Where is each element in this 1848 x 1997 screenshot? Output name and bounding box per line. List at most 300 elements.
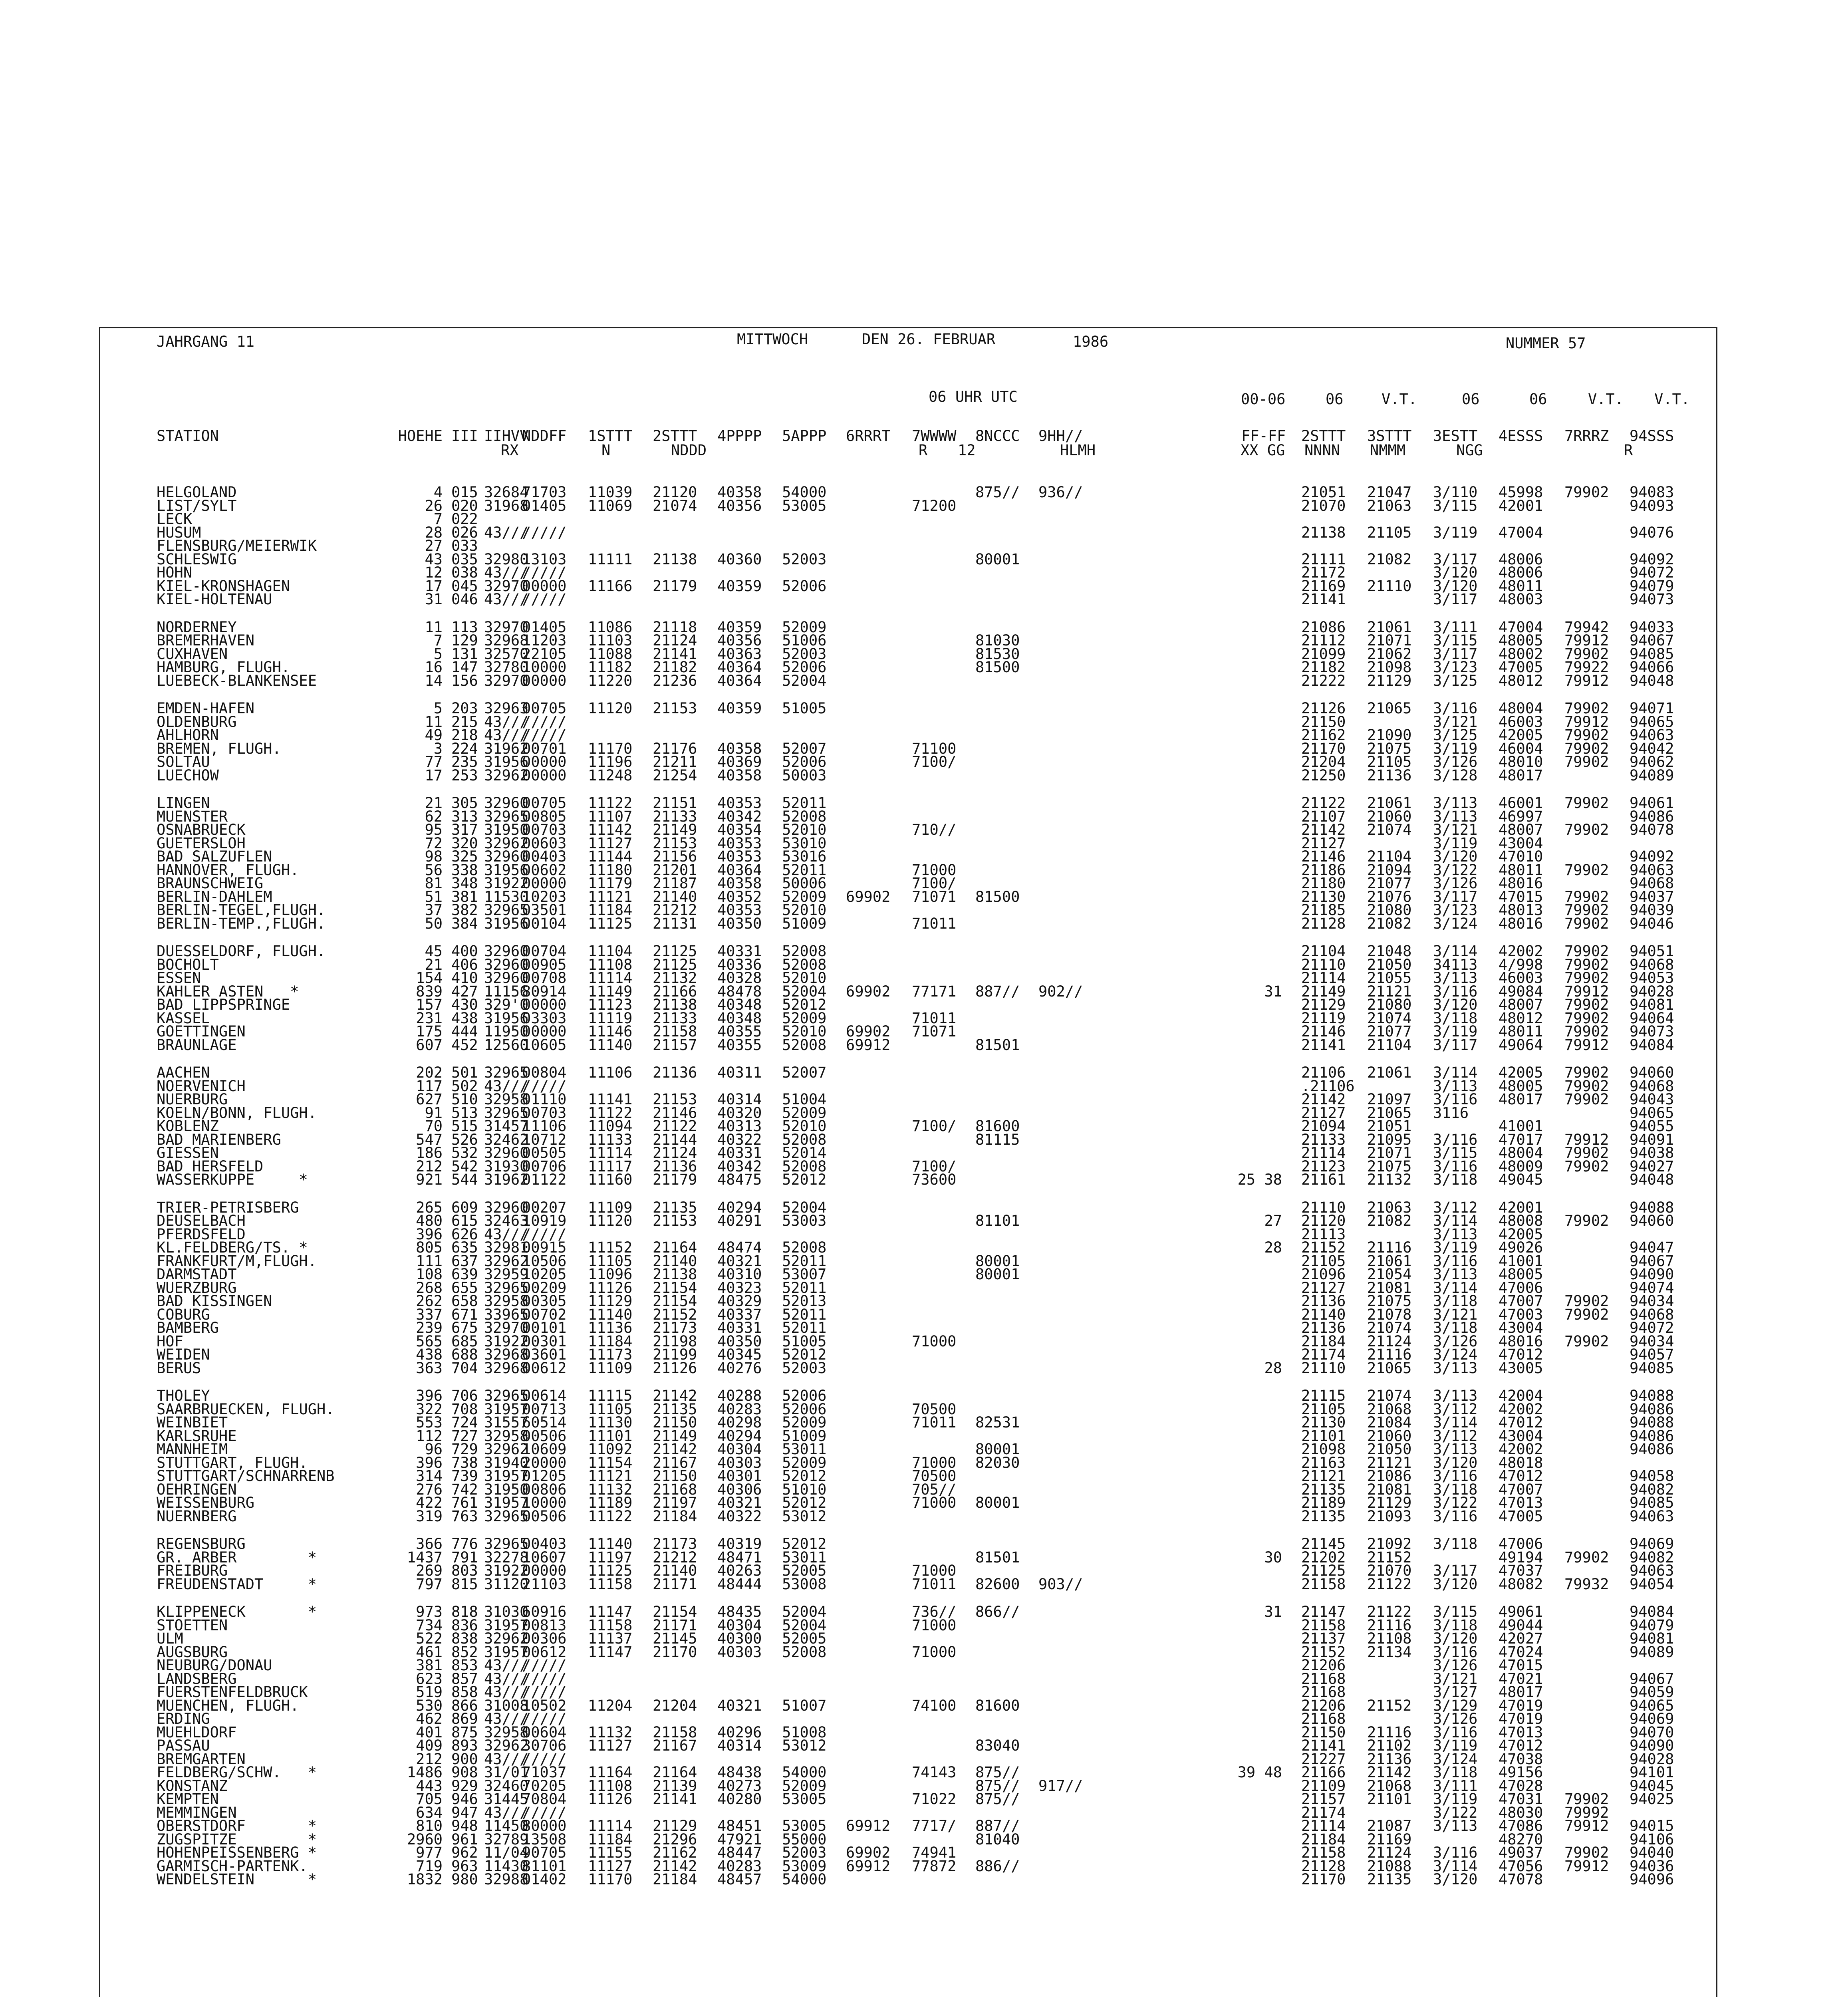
cell-3estt: 34113 — [1433, 956, 1478, 973]
cell-4pppp: 40283 — [717, 1858, 762, 1875]
cell-3sttt: 21088 — [1367, 1858, 1412, 1875]
cell-3sttt: 21084 — [1367, 1414, 1412, 1431]
cell-5appp: 52008 — [782, 943, 827, 960]
cell-94sss: 94091 — [1630, 1131, 1674, 1148]
cell-1sttt: 11120 — [588, 1212, 633, 1229]
cell-4esss: 42002 — [1499, 1441, 1543, 1458]
station-name: BRAUNSCHWEIG — [157, 875, 264, 892]
table-row — [0, 1172, 1848, 1188]
cell-3sttt: 21102 — [1367, 1737, 1412, 1754]
cell-94sss: 94027 — [1630, 1158, 1674, 1175]
cell-94sss: 94068 — [1630, 1306, 1674, 1323]
cell-iii: 131 — [451, 645, 478, 663]
cell-4esss: 42004 — [1499, 1387, 1543, 1404]
cell-nddff: 10000 — [522, 1494, 567, 1511]
cell-iihvv: 11156 — [484, 983, 529, 1000]
cell-iihvv: 32958 — [484, 1427, 529, 1445]
cell-94sss: 94096 — [1630, 1871, 1674, 1888]
cell-2sttt-b: 21110 — [1301, 1360, 1346, 1377]
cell-94sss: 94090 — [1630, 1266, 1674, 1283]
cell-4esss: 48270 — [1499, 1831, 1543, 1848]
station-name: OBERSTDORF * — [157, 1817, 317, 1834]
cell-2sttt: 21236 — [653, 672, 697, 689]
cell-1sttt: 11189 — [588, 1494, 633, 1511]
cell-4pppp: 40331 — [717, 943, 762, 960]
cell-2sttt: 21125 — [653, 956, 697, 973]
cell-5appp: 52012 — [782, 1467, 827, 1485]
cell-3sttt: 21060 — [1367, 808, 1412, 825]
cell-7wwww: 70500 — [912, 1401, 957, 1418]
cell-3estt: 3/116 — [1433, 1467, 1478, 1485]
cell-3sttt: 21134 — [1367, 1644, 1412, 1661]
cell-3sttt: 21082 — [1367, 1212, 1412, 1229]
cell-3sttt: 21061 — [1367, 794, 1412, 812]
cell-3sttt: 21048 — [1367, 943, 1412, 960]
cell-2sttt: 21118 — [653, 619, 697, 636]
cell-hoehe: 17 — [425, 578, 443, 595]
table-row — [0, 592, 1848, 607]
cell-8nccc: 80001 — [975, 1441, 1020, 1458]
cell-hoehe: 607 — [416, 1036, 443, 1054]
cell-94sss: 94073 — [1630, 1023, 1674, 1040]
cell-2sttt-b: 21170 — [1301, 740, 1346, 757]
station-name: AACHEN — [157, 1064, 210, 1081]
cell-2sttt: 21132 — [653, 969, 697, 987]
cell-94sss: 94072 — [1630, 564, 1674, 581]
cell-8nccc: 80001 — [975, 1494, 1020, 1511]
cell-3estt: 3/123 — [1433, 659, 1478, 676]
cell-iii: 948 — [451, 1817, 478, 1834]
cell-4pppp: 40337 — [717, 1306, 762, 1323]
cell-3estt: 3/122 — [1433, 1804, 1478, 1821]
cell-7rrrz: 79912 — [1564, 632, 1609, 649]
cell-4pppp: 40298 — [717, 1414, 762, 1431]
column-subheader: NMMM — [1370, 442, 1406, 459]
cell-3sttt: 21136 — [1367, 767, 1412, 784]
station-name: BRAUNLAGE — [157, 1036, 237, 1054]
cell-hoehe: 623 — [416, 1670, 443, 1687]
cell-iihvv: 31/01 — [484, 1764, 529, 1781]
station-name: ERDING — [157, 1710, 210, 1727]
cell-7rrrz: 79902 — [1564, 727, 1609, 744]
cell-iii: 963 — [451, 1858, 478, 1875]
cell-4pppp: 40342 — [717, 1158, 762, 1175]
cell-nddff: 00000 — [522, 1562, 567, 1579]
cell-7rrrz: 79912 — [1564, 1036, 1609, 1054]
cell-iii: 635 — [451, 1239, 478, 1256]
cell-1sttt: 11144 — [588, 848, 633, 865]
cell-2sttt: 21164 — [653, 1764, 697, 1781]
station-name: KOELN/BONN, FLUGH. — [157, 1104, 317, 1122]
cell-94sss: 94086 — [1630, 1441, 1674, 1458]
cell-1sttt: 11125 — [588, 915, 633, 932]
cell-4esss: 47028 — [1499, 1777, 1543, 1795]
cell-2sttt: 21140 — [653, 1253, 697, 1270]
cell-hoehe: 21 — [425, 956, 443, 973]
cell-2sttt-b: 21184 — [1301, 1333, 1346, 1350]
cell-3estt: 3/119 — [1433, 835, 1478, 852]
cell-3sttt: 21121 — [1367, 1454, 1412, 1471]
cell-7wwww: 705// — [912, 1481, 957, 1498]
cell-2sttt: 21074 — [653, 497, 697, 514]
cell-3estt: 3/115 — [1433, 1603, 1478, 1620]
station-name: GARMISCH-PARTENK. — [157, 1858, 308, 1875]
cell-iihvv: 43/// — [484, 1078, 529, 1095]
cell-3estt: 3/118 — [1433, 1764, 1478, 1781]
cell-3estt: 3/126 — [1433, 875, 1478, 892]
cell-hoehe: 1832 — [407, 1871, 443, 1888]
station-name: STUTTGART/SCHNARRENB — [157, 1467, 335, 1485]
column-header-7wwww: 7WWWW — [912, 427, 957, 445]
cell-8nccc: 81600 — [975, 1697, 1020, 1714]
cell-7rrrz: 79902 — [1564, 1549, 1609, 1566]
cell-5appp: 52012 — [782, 1535, 827, 1552]
cell-3sttt: 21116 — [1367, 1724, 1412, 1741]
cell-2sttt: 21154 — [653, 1292, 697, 1310]
column-header-iii: III — [451, 427, 478, 445]
cell-3estt: 3/118 — [1433, 1319, 1478, 1336]
cell-94sss: 94033 — [1630, 619, 1674, 636]
cell-3estt: 3/112 — [1433, 1427, 1478, 1445]
cell-1sttt: 11114 — [588, 1144, 633, 1161]
cell-nddff: 00612 — [522, 1360, 567, 1377]
cell-5appp: 52009 — [782, 888, 827, 905]
cell-94sss: 94057 — [1630, 1346, 1674, 1363]
cell-7rrrz: 79902 — [1564, 1010, 1609, 1027]
cell-nddff: ///// — [522, 591, 567, 608]
cell-7rrrz: 79902 — [1564, 996, 1609, 1013]
cell-iihvv: 43/// — [484, 713, 529, 731]
cell-2sttt-b: 21130 — [1301, 888, 1346, 905]
cell-1sttt: 11166 — [588, 578, 633, 595]
cell-5appp: 53008 — [782, 1576, 827, 1593]
cell-2sttt-b: 21114 — [1301, 1144, 1346, 1161]
cell-nddff: 01110 — [522, 1091, 567, 1108]
cell-94sss: 94084 — [1630, 1036, 1674, 1054]
cell-5appp: 53012 — [782, 1508, 827, 1525]
cell-hoehe: 461 — [416, 1644, 443, 1661]
station-name: LINGEN — [157, 794, 210, 812]
cell-3estt: 3/111 — [1433, 1777, 1478, 1795]
cell-1sttt: 11152 — [588, 1239, 633, 1256]
cell-7wwww: 70500 — [912, 1467, 957, 1485]
column-header-iihvv: IIHVV — [484, 427, 529, 445]
cell-2sttt-b: 21149 — [1301, 983, 1346, 1000]
cell-hoehe: 154 — [416, 969, 443, 987]
station-name: KAHLER ASTEN * — [157, 983, 299, 1000]
cell-2sttt-b: 21130 — [1301, 1414, 1346, 1431]
cell-1sttt: 11117 — [588, 1158, 633, 1175]
cell-iii: 253 — [451, 767, 478, 784]
cell-7rrrz: 79902 — [1564, 1333, 1609, 1350]
cell-iii: 452 — [451, 1036, 478, 1054]
cell-7rrrz: 79912 — [1564, 713, 1609, 731]
cell-4pppp: 40358 — [717, 767, 762, 784]
cell-4esss: 48017 — [1499, 1683, 1543, 1701]
cell-4pppp: 40321 — [717, 1253, 762, 1270]
cell-7wwww: 77872 — [912, 1858, 957, 1875]
cell-1sttt: 11140 — [588, 1535, 633, 1552]
table-row — [0, 1037, 1848, 1053]
cell-3estt: 3/124 — [1433, 915, 1478, 932]
column-subheader: RX — [501, 442, 519, 459]
cell-1sttt: 11125 — [588, 1562, 633, 1579]
cell-2sttt-b: 21105 — [1301, 1253, 1346, 1270]
cell-4pppp: 40331 — [717, 1144, 762, 1161]
cell-iii: 045 — [451, 578, 478, 595]
cell-2sttt-b: 21135 — [1301, 1508, 1346, 1525]
cell-94sss: 94060 — [1630, 1212, 1674, 1229]
cell-4pppp: 40300 — [717, 1630, 762, 1647]
cell-3sttt: 21122 — [1367, 1576, 1412, 1593]
cell-nddff: 00905 — [522, 956, 567, 973]
cell-iii: 739 — [451, 1467, 478, 1485]
cell-2sttt: 21135 — [653, 1199, 697, 1216]
cell-7wwww: 71000 — [912, 1562, 957, 1579]
cell-8nccc: 80001 — [975, 1253, 1020, 1270]
cell-hoehe: 265 — [416, 1199, 443, 1216]
cell-2sttt: 21141 — [653, 645, 697, 663]
cell-3estt: 3/128 — [1433, 767, 1478, 784]
cell-1sttt: 11160 — [588, 1171, 633, 1188]
cell-iihvv: 31962 — [484, 1171, 529, 1188]
cell-3estt: 3/113 — [1433, 1387, 1478, 1404]
cell-2sttt: 21254 — [653, 767, 697, 784]
cell-8nccc: 80001 — [975, 1266, 1020, 1283]
cell-3sttt: 21152 — [1367, 1549, 1412, 1566]
cell-94sss: 94028 — [1630, 1751, 1674, 1768]
cell-3estt: 3/118 — [1433, 1010, 1478, 1027]
cell-5appp: 50006 — [782, 875, 827, 892]
cell-iihvv: 31956 — [484, 915, 529, 932]
cell-hoehe: 98 — [425, 848, 443, 865]
cell-4esss: 48011 — [1499, 1023, 1543, 1040]
cell-iihvv: 31962 — [484, 740, 529, 757]
table-row — [0, 1509, 1848, 1525]
column-header-4esss: 4ESSS — [1499, 427, 1543, 445]
cell-7wwww: 71000 — [912, 1617, 957, 1634]
cell-iii: 156 — [451, 672, 478, 689]
cell-4pppp: 40301 — [717, 1467, 762, 1485]
cell-7wwww: 71200 — [912, 497, 957, 514]
cell-nddff: ///// — [522, 1751, 567, 1768]
cell-94sss: 94036 — [1630, 1858, 1674, 1875]
cell-iihvv: 32968 — [484, 1346, 529, 1363]
cell-5appp: 52007 — [782, 740, 827, 757]
cell-nddff: ///// — [522, 524, 567, 541]
cell-1sttt: 11127 — [588, 1858, 633, 1875]
cell-nddff: 00403 — [522, 1535, 567, 1552]
cell-4pppp: 40328 — [717, 969, 762, 987]
cell-2sttt: 21167 — [653, 1454, 697, 1471]
cell-3sttt: 21051 — [1367, 1118, 1412, 1135]
cell-3estt: 3/117 — [1433, 591, 1478, 608]
cell-hoehe: 438 — [416, 1346, 443, 1363]
cell-hoehe: 396 — [416, 1226, 443, 1243]
cell-iihvv: 43/// — [484, 564, 529, 581]
cell-1sttt: 11115 — [588, 1387, 633, 1404]
cell-5appp: 52004 — [782, 1603, 827, 1620]
cell-nddff: ///// — [522, 1683, 567, 1701]
cell-3estt: 3/120 — [1433, 996, 1478, 1013]
cell-94sss: 94082 — [1630, 1481, 1674, 1498]
cell-3estt: 3/116 — [1433, 700, 1478, 717]
cell-2sttt: 21126 — [653, 1360, 697, 1377]
cell-7rrrz: 79902 — [1564, 700, 1609, 717]
cell-hoehe: 396 — [416, 1387, 443, 1404]
cell-94sss: 94089 — [1630, 1644, 1674, 1661]
cell-94sss: 94066 — [1630, 659, 1674, 676]
cell-4esss: 48006 — [1499, 564, 1543, 581]
cell-4pppp: 40345 — [717, 1346, 762, 1363]
table-row — [0, 1872, 1848, 1888]
cell-7rrrz: 79902 — [1564, 1212, 1609, 1229]
column-subheader: N — [601, 442, 611, 459]
cell-5appp: 52008 — [782, 1158, 827, 1175]
cell-2sttt-b: 21115 — [1301, 1387, 1346, 1404]
cell-3sttt: 21078 — [1367, 1306, 1412, 1323]
column-header-3sttt: 3STTT — [1367, 427, 1412, 445]
cell-94sss: 94048 — [1630, 672, 1674, 689]
cell-3estt: 3/120 — [1433, 848, 1478, 865]
cell-iii: 305 — [451, 794, 478, 812]
station-name: DEUSELBACH — [157, 1212, 246, 1229]
cell-94sss: 94046 — [1630, 915, 1674, 932]
cell-hoehe: 396 — [416, 1454, 443, 1471]
cell-5appp: 53009 — [782, 1858, 827, 1875]
cell-5appp: 52011 — [782, 1279, 827, 1296]
cell-4pppp: 40364 — [717, 862, 762, 879]
cell-3sttt: 21124 — [1367, 1333, 1412, 1350]
cell-hoehe: 409 — [416, 1737, 443, 1754]
cell-94sss: 94065 — [1630, 713, 1674, 731]
column-subheader: NNNN — [1304, 442, 1340, 459]
cell-iii: 320 — [451, 835, 478, 852]
cell-4esss: 46001 — [1499, 794, 1543, 812]
cell-nddff: 21103 — [522, 1576, 567, 1593]
cell-5appp: 52003 — [782, 1360, 827, 1377]
cell-5appp: 52004 — [782, 983, 827, 1000]
cell-7rrrz: 79932 — [1564, 1576, 1609, 1593]
cell-4esss: 48017 — [1499, 767, 1543, 784]
cell-hoehe: 553 — [416, 1414, 443, 1431]
cell-3sttt: 21075 — [1367, 1292, 1412, 1310]
cell-iii: 688 — [451, 1346, 478, 1363]
cell-3estt: 3/123 — [1433, 901, 1478, 919]
cell-nddff: 11106 — [522, 1118, 567, 1135]
cell-5appp: 53012 — [782, 1737, 827, 1754]
cell-4pppp: 40336 — [717, 956, 762, 973]
cell-nddff: 00305 — [522, 1292, 567, 1310]
cell-3sttt: 21075 — [1367, 740, 1412, 757]
cell-4pppp: 40303 — [717, 1454, 762, 1471]
cell-3estt: 3/121 — [1433, 821, 1478, 838]
cell-3sttt: 21169 — [1367, 1831, 1412, 1848]
cell-5appp: 52014 — [782, 1144, 827, 1161]
cell-iii: 544 — [451, 1171, 478, 1188]
cell-1sttt: 11132 — [588, 1724, 633, 1741]
column-subheader: NGG — [1456, 442, 1483, 459]
table-row — [0, 673, 1848, 689]
cell-4esss: 46003 — [1499, 713, 1543, 731]
cell-8nccc: 875// — [975, 484, 1020, 501]
cell-iihvv: 32962 — [484, 767, 529, 784]
cell-5appp: 53011 — [782, 1549, 827, 1566]
cell-4esss: 48009 — [1499, 1158, 1543, 1175]
cell-2sttt-b: 21070 — [1301, 497, 1346, 514]
cell-3estt: 3/129 — [1433, 1697, 1478, 1714]
station-name: SAARBRUECKEN, FLUGH. — [157, 1401, 335, 1418]
cell-nddff: ///// — [522, 727, 567, 744]
cell-1sttt: 11103 — [588, 632, 633, 649]
cell-hoehe: 202 — [416, 1064, 443, 1081]
cell-5appp: 52010 — [782, 969, 827, 987]
cell-2sttt: 21171 — [653, 1576, 697, 1593]
cell-1sttt: 11196 — [588, 753, 633, 770]
station-name: KLIPPENECK * — [157, 1603, 317, 1620]
cell-2sttt-b: 21182 — [1301, 659, 1346, 676]
cell-4esss: 47012 — [1499, 1467, 1543, 1485]
cell-4pppp: 40329 — [717, 1292, 762, 1310]
cell-2sttt: 21164 — [653, 1239, 697, 1256]
cell-3estt: 3/112 — [1433, 1199, 1478, 1216]
cell-9hh: 917// — [1038, 1777, 1083, 1795]
cell-iihvv: 32960 — [484, 969, 529, 987]
cell-3sttt: 21095 — [1367, 1131, 1412, 1148]
cell-3sttt: 21098 — [1367, 659, 1412, 676]
cell-1sttt: 11123 — [588, 996, 633, 1013]
station-name: KL.FELDBERG/TS. * — [157, 1239, 308, 1256]
cell-iii: 639 — [451, 1266, 478, 1283]
cell-2sttt-b: 21107 — [1301, 808, 1346, 825]
cell-2sttt-b: 21114 — [1301, 969, 1346, 987]
cell-nddff: ///// — [522, 1226, 567, 1243]
station-name: GUETERSLOH — [157, 835, 246, 852]
cell-nddff: 13508 — [522, 1831, 567, 1848]
cell-4esss: 47013 — [1499, 1494, 1543, 1511]
station-name: LANDSBERG — [157, 1670, 237, 1687]
cell-2sttt: 21173 — [653, 1319, 697, 1336]
cell-hoehe: 56 — [425, 862, 443, 879]
cell-1sttt: 11184 — [588, 901, 633, 919]
station-name: DARMSTADT — [157, 1266, 237, 1283]
cell-iii: 858 — [451, 1683, 478, 1701]
cell-nddff: 00701 — [522, 740, 567, 757]
cell-2sttt: 21133 — [653, 1010, 697, 1027]
cell-iii: 203 — [451, 700, 478, 717]
cell-hoehe: 314 — [416, 1467, 443, 1485]
cell-iihvv: 32970 — [484, 672, 529, 689]
cell-4esss: 47021 — [1499, 1670, 1543, 1687]
cell-7wwww: 71000 — [912, 1644, 957, 1661]
column-header-9hh: 9HH// — [1038, 427, 1083, 445]
cell-1sttt: 11069 — [588, 497, 633, 514]
cell-2sttt: 21168 — [653, 1481, 697, 1498]
cell-2sttt-b: 21113 — [1301, 1226, 1346, 1243]
cell-4esss: 47078 — [1499, 1871, 1543, 1888]
cell-4esss: 48016 — [1499, 875, 1543, 892]
cell-7wwww: 7100/ — [912, 753, 957, 770]
cell-1sttt: 11140 — [588, 1036, 633, 1054]
cell-4esss: 48007 — [1499, 996, 1543, 1013]
cell-iii: 022 — [451, 510, 478, 528]
cell-1sttt: 11173 — [588, 1346, 633, 1363]
cell-5appp: 52010 — [782, 821, 827, 838]
cell-5appp: 52010 — [782, 1023, 827, 1040]
cell-3estt: 3/120 — [1433, 578, 1478, 595]
cell-3estt: 3/122 — [1433, 862, 1478, 879]
cell-4esss: 42005 — [1499, 1226, 1543, 1243]
